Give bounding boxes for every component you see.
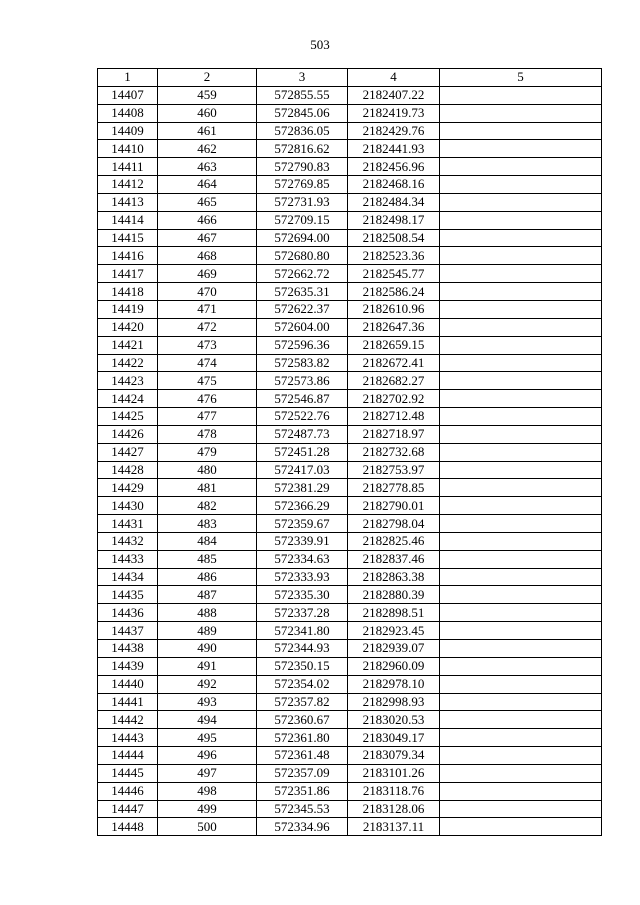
cell-point-id: 14435 bbox=[98, 586, 158, 604]
cell-point-number: 470 bbox=[158, 283, 257, 301]
cell-note bbox=[440, 711, 602, 729]
cell-note bbox=[440, 176, 602, 194]
table-row bbox=[98, 86, 602, 104]
cell-point-id: 14448 bbox=[98, 818, 158, 836]
cell-y-coordinate: 2182712.48 bbox=[348, 408, 440, 426]
cell-y-coordinate: 2182441.93 bbox=[348, 140, 440, 158]
cell-y-coordinate: 2182939.07 bbox=[348, 640, 440, 658]
cell-y-coordinate: 2182837.46 bbox=[348, 550, 440, 568]
table-row bbox=[98, 782, 602, 800]
cell-x-coordinate: 572546.87 bbox=[257, 390, 348, 408]
cell-x-coordinate: 572337.28 bbox=[257, 604, 348, 622]
cell-y-coordinate: 2182498.17 bbox=[348, 211, 440, 229]
cell-y-coordinate: 2182419.73 bbox=[348, 104, 440, 122]
cell-point-number: 467 bbox=[158, 229, 257, 247]
table-body bbox=[98, 86, 602, 835]
cell-x-coordinate: 572351.86 bbox=[257, 782, 348, 800]
cell-point-id: 14425 bbox=[98, 408, 158, 426]
table-row bbox=[98, 176, 602, 194]
cell-x-coordinate: 572350.15 bbox=[257, 657, 348, 675]
cell-x-coordinate: 572339.91 bbox=[257, 532, 348, 550]
cell-x-coordinate: 572345.53 bbox=[257, 800, 348, 818]
cell-x-coordinate: 572604.00 bbox=[257, 318, 348, 336]
table-row bbox=[98, 372, 602, 390]
table-row bbox=[98, 211, 602, 229]
cell-x-coordinate: 572357.82 bbox=[257, 693, 348, 711]
cell-point-number: 496 bbox=[158, 747, 257, 765]
table-row bbox=[98, 497, 602, 515]
table-row bbox=[98, 425, 602, 443]
cell-point-id: 14447 bbox=[98, 800, 158, 818]
cell-point-number: 479 bbox=[158, 443, 257, 461]
cell-note bbox=[440, 622, 602, 640]
cell-y-coordinate: 2182880.39 bbox=[348, 586, 440, 604]
cell-point-id: 14432 bbox=[98, 532, 158, 550]
cell-point-number: 475 bbox=[158, 372, 257, 390]
table-row bbox=[98, 104, 602, 122]
cell-y-coordinate: 2182790.01 bbox=[348, 497, 440, 515]
cell-point-id: 14433 bbox=[98, 550, 158, 568]
cell-note bbox=[440, 640, 602, 658]
cell-note bbox=[440, 86, 602, 104]
cell-point-id: 14424 bbox=[98, 390, 158, 408]
cell-y-coordinate: 2182960.09 bbox=[348, 657, 440, 675]
cell-point-number: 497 bbox=[158, 764, 257, 782]
cell-x-coordinate: 572836.05 bbox=[257, 122, 348, 140]
cell-point-number: 468 bbox=[158, 247, 257, 265]
cell-y-coordinate: 2182702.92 bbox=[348, 390, 440, 408]
cell-note bbox=[440, 479, 602, 497]
cell-point-number: 500 bbox=[158, 818, 257, 836]
cell-x-coordinate: 572845.06 bbox=[257, 104, 348, 122]
cell-x-coordinate: 572596.36 bbox=[257, 336, 348, 354]
cell-point-number: 466 bbox=[158, 211, 257, 229]
cell-point-id: 14420 bbox=[98, 318, 158, 336]
cell-point-id: 14437 bbox=[98, 622, 158, 640]
cell-point-id: 14415 bbox=[98, 229, 158, 247]
cell-x-coordinate: 572816.62 bbox=[257, 140, 348, 158]
cell-point-id: 14438 bbox=[98, 640, 158, 658]
table-row bbox=[98, 586, 602, 604]
cell-point-id: 14408 bbox=[98, 104, 158, 122]
cell-y-coordinate: 2182429.76 bbox=[348, 122, 440, 140]
cell-note bbox=[440, 532, 602, 550]
cell-y-coordinate: 2182672.41 bbox=[348, 354, 440, 372]
cell-point-number: 469 bbox=[158, 265, 257, 283]
cell-x-coordinate: 572769.85 bbox=[257, 176, 348, 194]
table-row bbox=[98, 729, 602, 747]
column-header-5: 5 bbox=[440, 69, 602, 87]
table-row bbox=[98, 247, 602, 265]
cell-note bbox=[440, 818, 602, 836]
cell-y-coordinate: 2183049.17 bbox=[348, 729, 440, 747]
coordinates-table bbox=[97, 68, 602, 836]
cell-point-id: 14421 bbox=[98, 336, 158, 354]
cell-point-id: 14427 bbox=[98, 443, 158, 461]
cell-point-number: 478 bbox=[158, 425, 257, 443]
cell-note bbox=[440, 390, 602, 408]
table-row bbox=[98, 479, 602, 497]
cell-point-id: 14441 bbox=[98, 693, 158, 711]
cell-point-number: 471 bbox=[158, 300, 257, 318]
cell-note bbox=[440, 425, 602, 443]
cell-x-coordinate: 572361.80 bbox=[257, 729, 348, 747]
cell-y-coordinate: 2182732.68 bbox=[348, 443, 440, 461]
cell-note bbox=[440, 336, 602, 354]
cell-point-number: 483 bbox=[158, 515, 257, 533]
cell-x-coordinate: 572731.93 bbox=[257, 193, 348, 211]
table-row bbox=[98, 764, 602, 782]
table-row bbox=[98, 622, 602, 640]
cell-point-number: 487 bbox=[158, 586, 257, 604]
table-row bbox=[98, 336, 602, 354]
cell-x-coordinate: 572622.37 bbox=[257, 300, 348, 318]
cell-y-coordinate: 2182753.97 bbox=[348, 461, 440, 479]
column-header-4: 4 bbox=[348, 69, 440, 87]
cell-point-id: 14443 bbox=[98, 729, 158, 747]
cell-point-id: 14407 bbox=[98, 86, 158, 104]
table-row bbox=[98, 640, 602, 658]
cell-x-coordinate: 572417.03 bbox=[257, 461, 348, 479]
table-row bbox=[98, 408, 602, 426]
cell-point-number: 480 bbox=[158, 461, 257, 479]
cell-point-id: 14434 bbox=[98, 568, 158, 586]
cell-y-coordinate: 2182778.85 bbox=[348, 479, 440, 497]
cell-y-coordinate: 2183118.76 bbox=[348, 782, 440, 800]
cell-point-id: 14429 bbox=[98, 479, 158, 497]
cell-point-number: 474 bbox=[158, 354, 257, 372]
column-header-1: 1 bbox=[98, 69, 158, 87]
cell-note bbox=[440, 497, 602, 515]
cell-point-number: 462 bbox=[158, 140, 257, 158]
cell-note bbox=[440, 604, 602, 622]
cell-point-number: 499 bbox=[158, 800, 257, 818]
cell-x-coordinate: 572333.93 bbox=[257, 568, 348, 586]
cell-x-coordinate: 572341.80 bbox=[257, 622, 348, 640]
cell-y-coordinate: 2182863.38 bbox=[348, 568, 440, 586]
cell-note bbox=[440, 158, 602, 176]
cell-point-number: 473 bbox=[158, 336, 257, 354]
cell-x-coordinate: 572451.28 bbox=[257, 443, 348, 461]
cell-point-id: 14422 bbox=[98, 354, 158, 372]
cell-y-coordinate: 2183137.11 bbox=[348, 818, 440, 836]
cell-note bbox=[440, 443, 602, 461]
cell-point-id: 14442 bbox=[98, 711, 158, 729]
cell-point-number: 464 bbox=[158, 176, 257, 194]
cell-note bbox=[440, 229, 602, 247]
cell-point-id: 14446 bbox=[98, 782, 158, 800]
cell-note bbox=[440, 318, 602, 336]
cell-x-coordinate: 572357.09 bbox=[257, 764, 348, 782]
cell-note bbox=[440, 104, 602, 122]
table-row bbox=[98, 158, 602, 176]
cell-note bbox=[440, 354, 602, 372]
cell-y-coordinate: 2182898.51 bbox=[348, 604, 440, 622]
table-row bbox=[98, 604, 602, 622]
cell-note bbox=[440, 408, 602, 426]
cell-y-coordinate: 2182798.04 bbox=[348, 515, 440, 533]
table-row bbox=[98, 550, 602, 568]
cell-point-number: 498 bbox=[158, 782, 257, 800]
table-row bbox=[98, 568, 602, 586]
cell-point-number: 494 bbox=[158, 711, 257, 729]
cell-point-id: 14439 bbox=[98, 657, 158, 675]
cell-y-coordinate: 2182659.15 bbox=[348, 336, 440, 354]
cell-point-number: 492 bbox=[158, 675, 257, 693]
cell-y-coordinate: 2182484.34 bbox=[348, 193, 440, 211]
cell-x-coordinate: 572354.02 bbox=[257, 675, 348, 693]
cell-x-coordinate: 572855.55 bbox=[257, 86, 348, 104]
cell-y-coordinate: 2182998.93 bbox=[348, 693, 440, 711]
page-number: 503 bbox=[310, 37, 330, 52]
column-header-2: 2 bbox=[158, 69, 257, 87]
cell-x-coordinate: 572334.96 bbox=[257, 818, 348, 836]
cell-note bbox=[440, 122, 602, 140]
cell-y-coordinate: 2183101.26 bbox=[348, 764, 440, 782]
cell-point-number: 485 bbox=[158, 550, 257, 568]
cell-x-coordinate: 572680.80 bbox=[257, 247, 348, 265]
table-row bbox=[98, 390, 602, 408]
table-row bbox=[98, 122, 602, 140]
cell-y-coordinate: 2182523.36 bbox=[348, 247, 440, 265]
cell-note bbox=[440, 247, 602, 265]
cell-note bbox=[440, 265, 602, 283]
cell-note bbox=[440, 283, 602, 301]
cell-point-id: 14418 bbox=[98, 283, 158, 301]
table-header-row bbox=[98, 69, 602, 87]
table-row bbox=[98, 747, 602, 765]
cell-point-id: 14444 bbox=[98, 747, 158, 765]
cell-y-coordinate: 2182647.36 bbox=[348, 318, 440, 336]
cell-point-number: 459 bbox=[158, 86, 257, 104]
table-row bbox=[98, 461, 602, 479]
table-row bbox=[98, 229, 602, 247]
cell-x-coordinate: 572583.82 bbox=[257, 354, 348, 372]
cell-x-coordinate: 572573.86 bbox=[257, 372, 348, 390]
cell-note bbox=[440, 372, 602, 390]
cell-y-coordinate: 2182508.54 bbox=[348, 229, 440, 247]
cell-point-id: 14417 bbox=[98, 265, 158, 283]
cell-note bbox=[440, 782, 602, 800]
cell-x-coordinate: 572709.15 bbox=[257, 211, 348, 229]
cell-point-number: 472 bbox=[158, 318, 257, 336]
cell-y-coordinate: 2182978.10 bbox=[348, 675, 440, 693]
table-row bbox=[98, 711, 602, 729]
table-row bbox=[98, 300, 602, 318]
cell-y-coordinate: 2183079.34 bbox=[348, 747, 440, 765]
cell-point-id: 14411 bbox=[98, 158, 158, 176]
cell-point-number: 486 bbox=[158, 568, 257, 586]
cell-point-id: 14419 bbox=[98, 300, 158, 318]
cell-point-id: 14416 bbox=[98, 247, 158, 265]
cell-note bbox=[440, 140, 602, 158]
cell-y-coordinate: 2182718.97 bbox=[348, 425, 440, 443]
table-row bbox=[98, 532, 602, 550]
cell-point-number: 481 bbox=[158, 479, 257, 497]
cell-point-number: 476 bbox=[158, 390, 257, 408]
cell-x-coordinate: 572694.00 bbox=[257, 229, 348, 247]
table-row bbox=[98, 800, 602, 818]
cell-point-number: 488 bbox=[158, 604, 257, 622]
table-row bbox=[98, 657, 602, 675]
cell-point-number: 465 bbox=[158, 193, 257, 211]
cell-y-coordinate: 2182923.45 bbox=[348, 622, 440, 640]
cell-x-coordinate: 572335.30 bbox=[257, 586, 348, 604]
cell-note bbox=[440, 729, 602, 747]
cell-y-coordinate: 2182682.27 bbox=[348, 372, 440, 390]
cell-point-number: 477 bbox=[158, 408, 257, 426]
cell-point-id: 14413 bbox=[98, 193, 158, 211]
cell-point-number: 463 bbox=[158, 158, 257, 176]
column-header-3: 3 bbox=[257, 69, 348, 87]
cell-note bbox=[440, 300, 602, 318]
table-row bbox=[98, 193, 602, 211]
table-row bbox=[98, 265, 602, 283]
cell-point-number: 495 bbox=[158, 729, 257, 747]
cell-note bbox=[440, 550, 602, 568]
table-row bbox=[98, 693, 602, 711]
cell-point-number: 489 bbox=[158, 622, 257, 640]
cell-point-id: 14440 bbox=[98, 675, 158, 693]
cell-note bbox=[440, 657, 602, 675]
cell-note bbox=[440, 693, 602, 711]
cell-x-coordinate: 572344.93 bbox=[257, 640, 348, 658]
cell-point-id: 14426 bbox=[98, 425, 158, 443]
cell-note bbox=[440, 211, 602, 229]
cell-x-coordinate: 572361.48 bbox=[257, 747, 348, 765]
cell-y-coordinate: 2182407.22 bbox=[348, 86, 440, 104]
cell-note bbox=[440, 193, 602, 211]
cell-point-id: 14431 bbox=[98, 515, 158, 533]
table-row bbox=[98, 818, 602, 836]
table-row bbox=[98, 318, 602, 336]
cell-x-coordinate: 572381.29 bbox=[257, 479, 348, 497]
cell-x-coordinate: 572360.67 bbox=[257, 711, 348, 729]
cell-point-id: 14428 bbox=[98, 461, 158, 479]
table-row bbox=[98, 515, 602, 533]
cell-note bbox=[440, 515, 602, 533]
cell-point-id: 14436 bbox=[98, 604, 158, 622]
cell-x-coordinate: 572366.29 bbox=[257, 497, 348, 515]
cell-point-number: 491 bbox=[158, 657, 257, 675]
cell-note bbox=[440, 568, 602, 586]
cell-point-id: 14412 bbox=[98, 176, 158, 194]
table-row bbox=[98, 675, 602, 693]
cell-note bbox=[440, 675, 602, 693]
cell-point-number: 460 bbox=[158, 104, 257, 122]
cell-point-number: 493 bbox=[158, 693, 257, 711]
table-row bbox=[98, 140, 602, 158]
cell-point-id: 14445 bbox=[98, 764, 158, 782]
cell-x-coordinate: 572487.73 bbox=[257, 425, 348, 443]
cell-x-coordinate: 572662.72 bbox=[257, 265, 348, 283]
cell-y-coordinate: 2182545.77 bbox=[348, 265, 440, 283]
cell-point-number: 490 bbox=[158, 640, 257, 658]
table-row bbox=[98, 354, 602, 372]
cell-point-id: 14414 bbox=[98, 211, 158, 229]
cell-note bbox=[440, 747, 602, 765]
cell-point-id: 14430 bbox=[98, 497, 158, 515]
cell-point-id: 14423 bbox=[98, 372, 158, 390]
cell-y-coordinate: 2182456.96 bbox=[348, 158, 440, 176]
cell-y-coordinate: 2183128.06 bbox=[348, 800, 440, 818]
cell-note bbox=[440, 461, 602, 479]
cell-note bbox=[440, 764, 602, 782]
table-row bbox=[98, 443, 602, 461]
cell-x-coordinate: 572522.76 bbox=[257, 408, 348, 426]
cell-x-coordinate: 572334.63 bbox=[257, 550, 348, 568]
cell-x-coordinate: 572359.67 bbox=[257, 515, 348, 533]
cell-y-coordinate: 2182468.16 bbox=[348, 176, 440, 194]
cell-x-coordinate: 572635.31 bbox=[257, 283, 348, 301]
cell-y-coordinate: 2182825.46 bbox=[348, 532, 440, 550]
cell-point-id: 14410 bbox=[98, 140, 158, 158]
cell-y-coordinate: 2183020.53 bbox=[348, 711, 440, 729]
cell-note bbox=[440, 800, 602, 818]
table-row bbox=[98, 283, 602, 301]
cell-y-coordinate: 2182586.24 bbox=[348, 283, 440, 301]
cell-x-coordinate: 572790.83 bbox=[257, 158, 348, 176]
cell-note bbox=[440, 586, 602, 604]
cell-point-number: 484 bbox=[158, 532, 257, 550]
cell-point-id: 14409 bbox=[98, 122, 158, 140]
cell-point-number: 461 bbox=[158, 122, 257, 140]
cell-y-coordinate: 2182610.96 bbox=[348, 300, 440, 318]
cell-point-number: 482 bbox=[158, 497, 257, 515]
